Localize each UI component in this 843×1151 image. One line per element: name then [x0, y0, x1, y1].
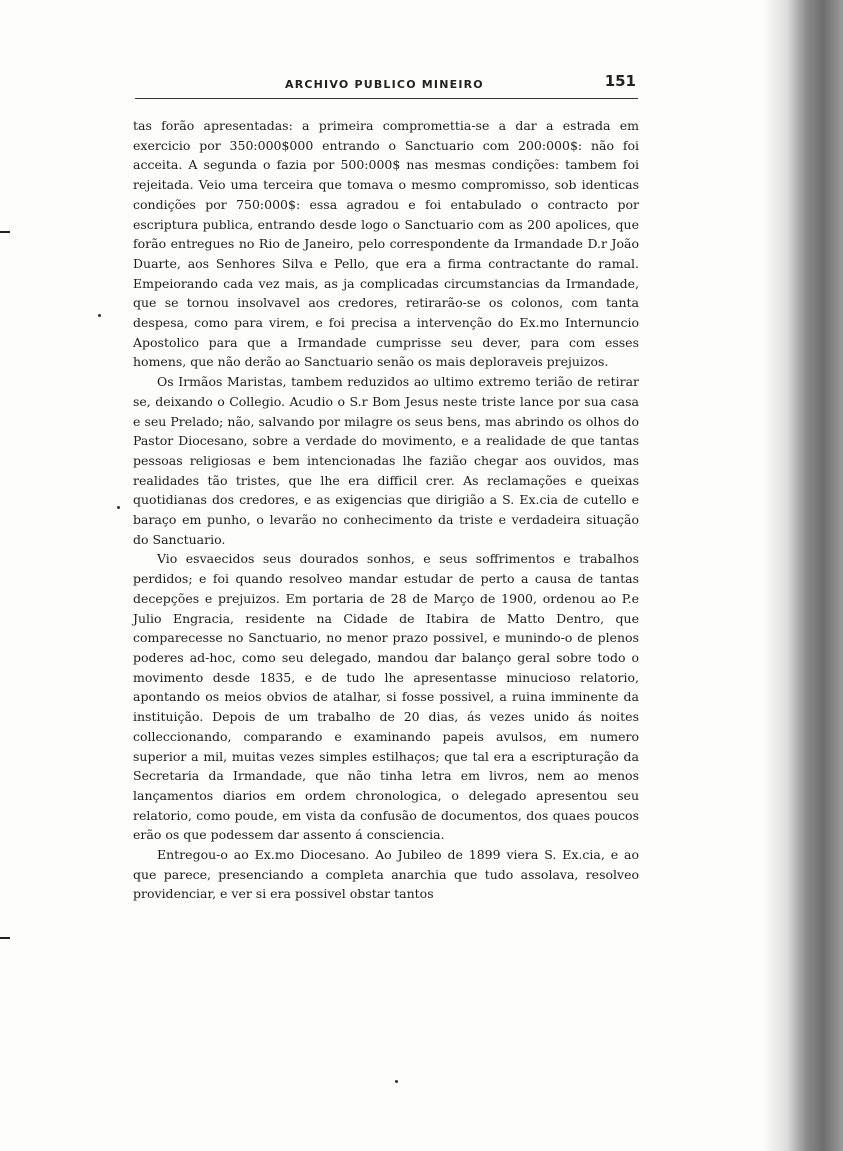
page-number: 151 [604, 72, 636, 90]
running-header [135, 72, 638, 99]
paragraph: Os Irmãos Maristas, tambem reduzidos ao ultimo extremo terião de retirar se, deixando o Collegio. Acudio o S.r Bom Jesus neste triste lance por sua casa e seu Prelado; não, salvando por milagre os seus bens, mas abrindo os olhos do Pastor Diocesano, sobre a verdade do movimento, e a realidade de que tantas pessoas religiosas e bem intencionadas lhe fazião chegar aos ouvidos, mas realidades tão tristes, que lhe era difficil crer. As reclamações e queixas quotidianas dos credores, e as exigencias que dirigião a S. Ex.cia de cutello e baraço em punho, o levarão no conhecimento da triste e verdadeira situação do Sanctuario. [133, 374, 639, 547]
paragraph: tas forão apresentadas: a primeira compromettia-se a dar a estrada em exercicio por 350:000$000 entrando o Sanctuario com 200:000$: não foi acceita. A segunda o fazia por 500:000$ nas mesmas condições: tambem foi rejeitada. Veio uma terceira que tomava o mesmo compromisso, sob identicas condições por 750:000$: essa agradou e foi entabulado o contracto por escriptura publica, entrando desde logo o Sanctuario com as 200 apolices, que forão entregues no Rio de Janeiro, pelo correspondente da Irmandade D.r João Duarte, aos Senhores Silva e Pello, que era a firma contractante do ramal. Empeiorando cada vez mais, as ja complicadas circumstancias da Irmandade, que se tornou insolvavel aos credores, retirarão-se os colonos, com tanta despesa, como para virem, e foi precisa a intervenção do Ex.mo Internuncio Apostolico para que a Irmandade cumprisse seu dever, para com esses homens, que não derão ao Sanctuario senão os mais deploraveis prejuizos. [133, 118, 639, 370]
body-text [133, 116, 639, 904]
page-edge-shadow [763, 0, 843, 1151]
margin-mark [0, 231, 10, 233]
ink-speck [395, 1080, 398, 1083]
paragraph: Vio esvaecidos seus dourados sonhos, e seus soffrimentos e trabalhos perdidos; e foi quando resolveo mandar estudar de perto a causa de tantas decepções e prejuizos. Em portaria de 28 de Março de 1900, ordenou ao P.e Julio Engracia, residente na Cidade de Itabira de Matto Dentro, que comparecesse no Sanctuario, no menor prazo possivel, e munindo-o de plenos poderes ad-hoc, como seu delegado, mandou dar balanço geral sobre todo o movimento desde 1835, e de tudo lhe apresentasse minucioso relatorio, apontando os meios obvios de atalhar, si fosse possivel, a ruina imminente da instituição. Depois de um trabalho de 20 dias, ás vezes unido ás noites colleccionando, comparando e examinando papeis avulsos, em numero superior a mil, muitas vezes simples estilhaços; que tal era a escripturação da Secretaria da Irmandade, que não tinha letra em livros, nem ao menos lançamentos diarios em ordem chronologica, o delegado apresentou seu relatorio, como poude, em vista da confusão de documentos, dos quaes poucos erão os que podessem dar assento á consciencia. [133, 551, 639, 843]
header-title: ARCHIVO PUBLICO MINEIRO [285, 78, 484, 91]
paragraph: Entregou-o ao Ex.mo Diocesano. Ao Jubileo de 1899 viera S. Ex.cia, e ao que parece, presenciando a completa anarchia que tudo assolava, resolveo providenciar, e ver si era possivel obstar tantos [133, 847, 639, 902]
ink-speck [117, 506, 120, 509]
margin-mark [0, 937, 10, 939]
ink-speck [98, 314, 101, 317]
